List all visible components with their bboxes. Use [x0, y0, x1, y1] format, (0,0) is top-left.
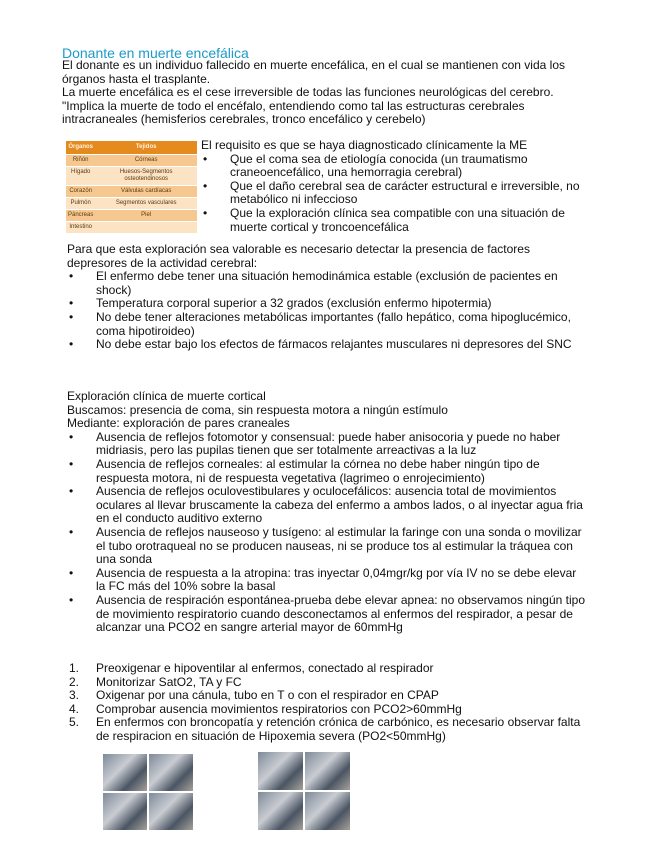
- intro-paragraph: El donante es un individuo fallecido en muerte encefálica, en el cual se mantienen con vida los órganos hasta el trasplante.: [62, 58, 565, 86]
- numbered-item: [67, 716, 587, 743]
- item-text: Preoxigenar e hipoventilar al enfermos, conectado al respirador: [96, 661, 434, 675]
- item-text: Monitorizar SatO2, TA y FC: [96, 674, 242, 689]
- list-item: [67, 338, 587, 352]
- requisito-list: [201, 153, 591, 235]
- list-item-text: Ausencia de reflejos corneales: al estimular la córnea no debe haber ningún tipo de respuesta motora, ni de respuesta vegetativa (lagrimeo o enrojecimiento): [96, 456, 540, 485]
- exploracion-section: [67, 390, 587, 635]
- bullet-icon: •: [69, 524, 74, 539]
- organs-table: [66, 141, 197, 233]
- ventilator-photo-collage: [258, 752, 350, 830]
- exploracion-buscamos: Buscamos: presencia de coma, sin respuesta motora a ningún estímulo: [67, 402, 448, 417]
- list-item-text: Ausencia de reflejos oculovestibulares y oculocefálicos: ausencia total de movimientos oculares al llevar bruscamente la cabeza del enfermo a ambos lados, o al inyectar agua fria en el conducto auditivo externo: [96, 484, 583, 526]
- table-header: Tejidos: [95, 141, 197, 155]
- table-cell: Hígado: [66, 167, 95, 186]
- factores-lead: Para que esta exploración sea valorable es necesario detectar la presencia de factores depresores de la actividad cerebral:: [67, 242, 530, 270]
- list-item: [67, 297, 587, 311]
- exploracion-list: [67, 431, 587, 635]
- list-item: [67, 311, 587, 338]
- numbered-item: [67, 703, 587, 717]
- list-item: [67, 485, 587, 526]
- bullet-icon: •: [69, 269, 74, 284]
- photo: [258, 792, 303, 830]
- list-item-text: No debe estar bajo los efectos de fármacos relajantes musculares ni depresores del SNC: [96, 337, 572, 352]
- numbered-item: [67, 676, 587, 690]
- numbered-item: [67, 689, 587, 703]
- item-text: Oxigenar por una cánula, tubo en T o con el respirador en CPAP: [96, 688, 439, 703]
- list-item: [67, 458, 587, 485]
- bullet-icon: •: [69, 429, 74, 444]
- bullet-icon: •: [69, 337, 74, 352]
- list-item-text: El enfermo debe tener una situación hemodinámica estable (exclusión de pacientes en shock): [96, 269, 558, 297]
- bullet-icon: •: [69, 296, 74, 311]
- list-item: [201, 180, 591, 207]
- requisito-lead: El requisito es que se haya diagnosticado clínicamente la ME: [201, 138, 528, 152]
- list-item-text: Que el daño cerebral sea de carácter estructural e irreversible, no metabólico ni infeccioso: [230, 178, 580, 207]
- bullet-icon: •: [203, 151, 208, 166]
- intro-paragraph: La muerte encefálica es el cese irreversible de todas las funciones neurológicas del cerebro.: [62, 85, 554, 100]
- list-item: [67, 270, 587, 297]
- bullet-icon: •: [69, 592, 74, 607]
- table-cell: Intestino: [66, 222, 95, 234]
- apnea-test-photo-collage: [103, 754, 193, 830]
- list-item: [67, 431, 587, 458]
- factores-section: [67, 243, 587, 352]
- table-cell: Piel: [95, 210, 197, 222]
- item-number: 4.: [69, 701, 80, 716]
- list-item: [201, 207, 591, 234]
- item-number: 5.: [69, 715, 80, 730]
- table-row: [66, 155, 197, 167]
- list-item: [67, 594, 587, 635]
- exploracion-heading: Exploración clínica de muerte cortical: [67, 389, 266, 403]
- organs-table-image: [66, 141, 197, 233]
- list-item-text: Ausencia de respuesta a la atropina: tras inyectar 0,04mgr/kg por vía IV no se debe elevar la FC más del 10% sobre la basal: [96, 565, 577, 594]
- table-cell: Córneas: [95, 155, 197, 167]
- list-item: [67, 526, 587, 567]
- table-cell: Válvulas cardíacas: [95, 186, 197, 198]
- bullet-icon: •: [203, 178, 208, 193]
- photo: [103, 793, 147, 830]
- requisito-section: [201, 139, 591, 234]
- table-cell: [95, 222, 197, 234]
- bullet-icon: •: [69, 309, 74, 324]
- table-cell: Páncreas: [66, 210, 95, 222]
- list-item-text: Que el coma sea de etiología conocida (un traumatismo craneoencefálico, una hemorragia cerebral): [230, 151, 528, 180]
- photo: [149, 793, 193, 830]
- photo: [305, 792, 350, 830]
- bullet-icon: •: [203, 205, 208, 220]
- table-row: [66, 198, 197, 210]
- item-number: 3.: [69, 688, 80, 703]
- factores-list: [67, 270, 587, 352]
- list-item-text: Ausencia de reflejos fotomotor y consensual: puede haber anisocoria y puede no haber midriasis, pero las pupilas tienen que ser totalmente arreactivas a la luz: [96, 429, 561, 458]
- list-item-text: Ausencia de respiración espontánea-prueba debe elevar apnea: no observamos ningún tipo de movimiento respiratorio cuando desconectamos al enfermos del respirador, a pesar de alcanzar una PCO2 en sangre arterial mayor de 60mmHg: [96, 592, 586, 635]
- table-row: [66, 222, 197, 234]
- item-text: Comprobar ausencia movimientos respiratorios con PCO2>60mmHg: [96, 701, 462, 716]
- intro-paragraph: "Implica la muerte de todo el encéfalo, entendiendo como tal las estructuras cerebrales intracraneales (hemisferios cerebrales, tronco encefálico y cerebelo): [62, 98, 525, 127]
- table-row: [66, 167, 197, 186]
- intro-section: [62, 59, 592, 127]
- item-text: En enfermos con broncopatía y retención crónica de carbónico, es necesario observar falta de respiracion en situación de Hipoxemia severa (PO2<50mmHg): [96, 715, 581, 743]
- list-item-text: Ausencia de reflejos nauseoso y tusígeno: al estimular la faringe con una sonda o movilizar el tubo orotraqueal no se producen nauseas, ni se produce tos al estimular la tráquea con una sonda: [96, 524, 582, 567]
- bullet-icon: •: [69, 565, 74, 580]
- list-item: [201, 153, 591, 180]
- photo: [103, 754, 147, 791]
- item-number: 2.: [69, 674, 80, 689]
- bullet-icon: •: [69, 484, 74, 499]
- photo: [258, 752, 303, 790]
- list-item-text: No debe tener alteraciones metabólicas importantes (fallo hepático, coma hipoglucémico, coma hipotiroideo): [96, 309, 571, 338]
- table-row: [66, 210, 197, 222]
- item-number: 1.: [69, 661, 80, 675]
- list-item-text: Temperatura corporal superior a 32 grados (exclusión enfermo hipotermia): [96, 296, 492, 311]
- list-item: [67, 567, 587, 594]
- bullet-icon: •: [69, 456, 74, 471]
- numbered-item: [67, 662, 587, 676]
- table-cell: Riñón: [66, 155, 95, 167]
- photo: [305, 752, 350, 790]
- table-cell: Huesos-Segmentos osteotendinosos: [95, 167, 197, 186]
- page-title: Donante en muerte encefálica: [62, 45, 249, 61]
- table-row: [66, 186, 197, 198]
- table-cell: Segmentos vasculares: [95, 198, 197, 210]
- table-header: Órganos: [66, 141, 95, 155]
- table-cell: Pulmón: [66, 198, 95, 210]
- exploracion-mediante: Mediante: exploración de pares craneales: [67, 416, 290, 431]
- list-item-text: Que la exploración clínica sea compatible con una situación de muerte cortical y troncoencefálica: [230, 205, 565, 234]
- pasos-list: [67, 662, 587, 744]
- photo: [149, 754, 193, 791]
- table-cell: Corazón: [66, 186, 95, 198]
